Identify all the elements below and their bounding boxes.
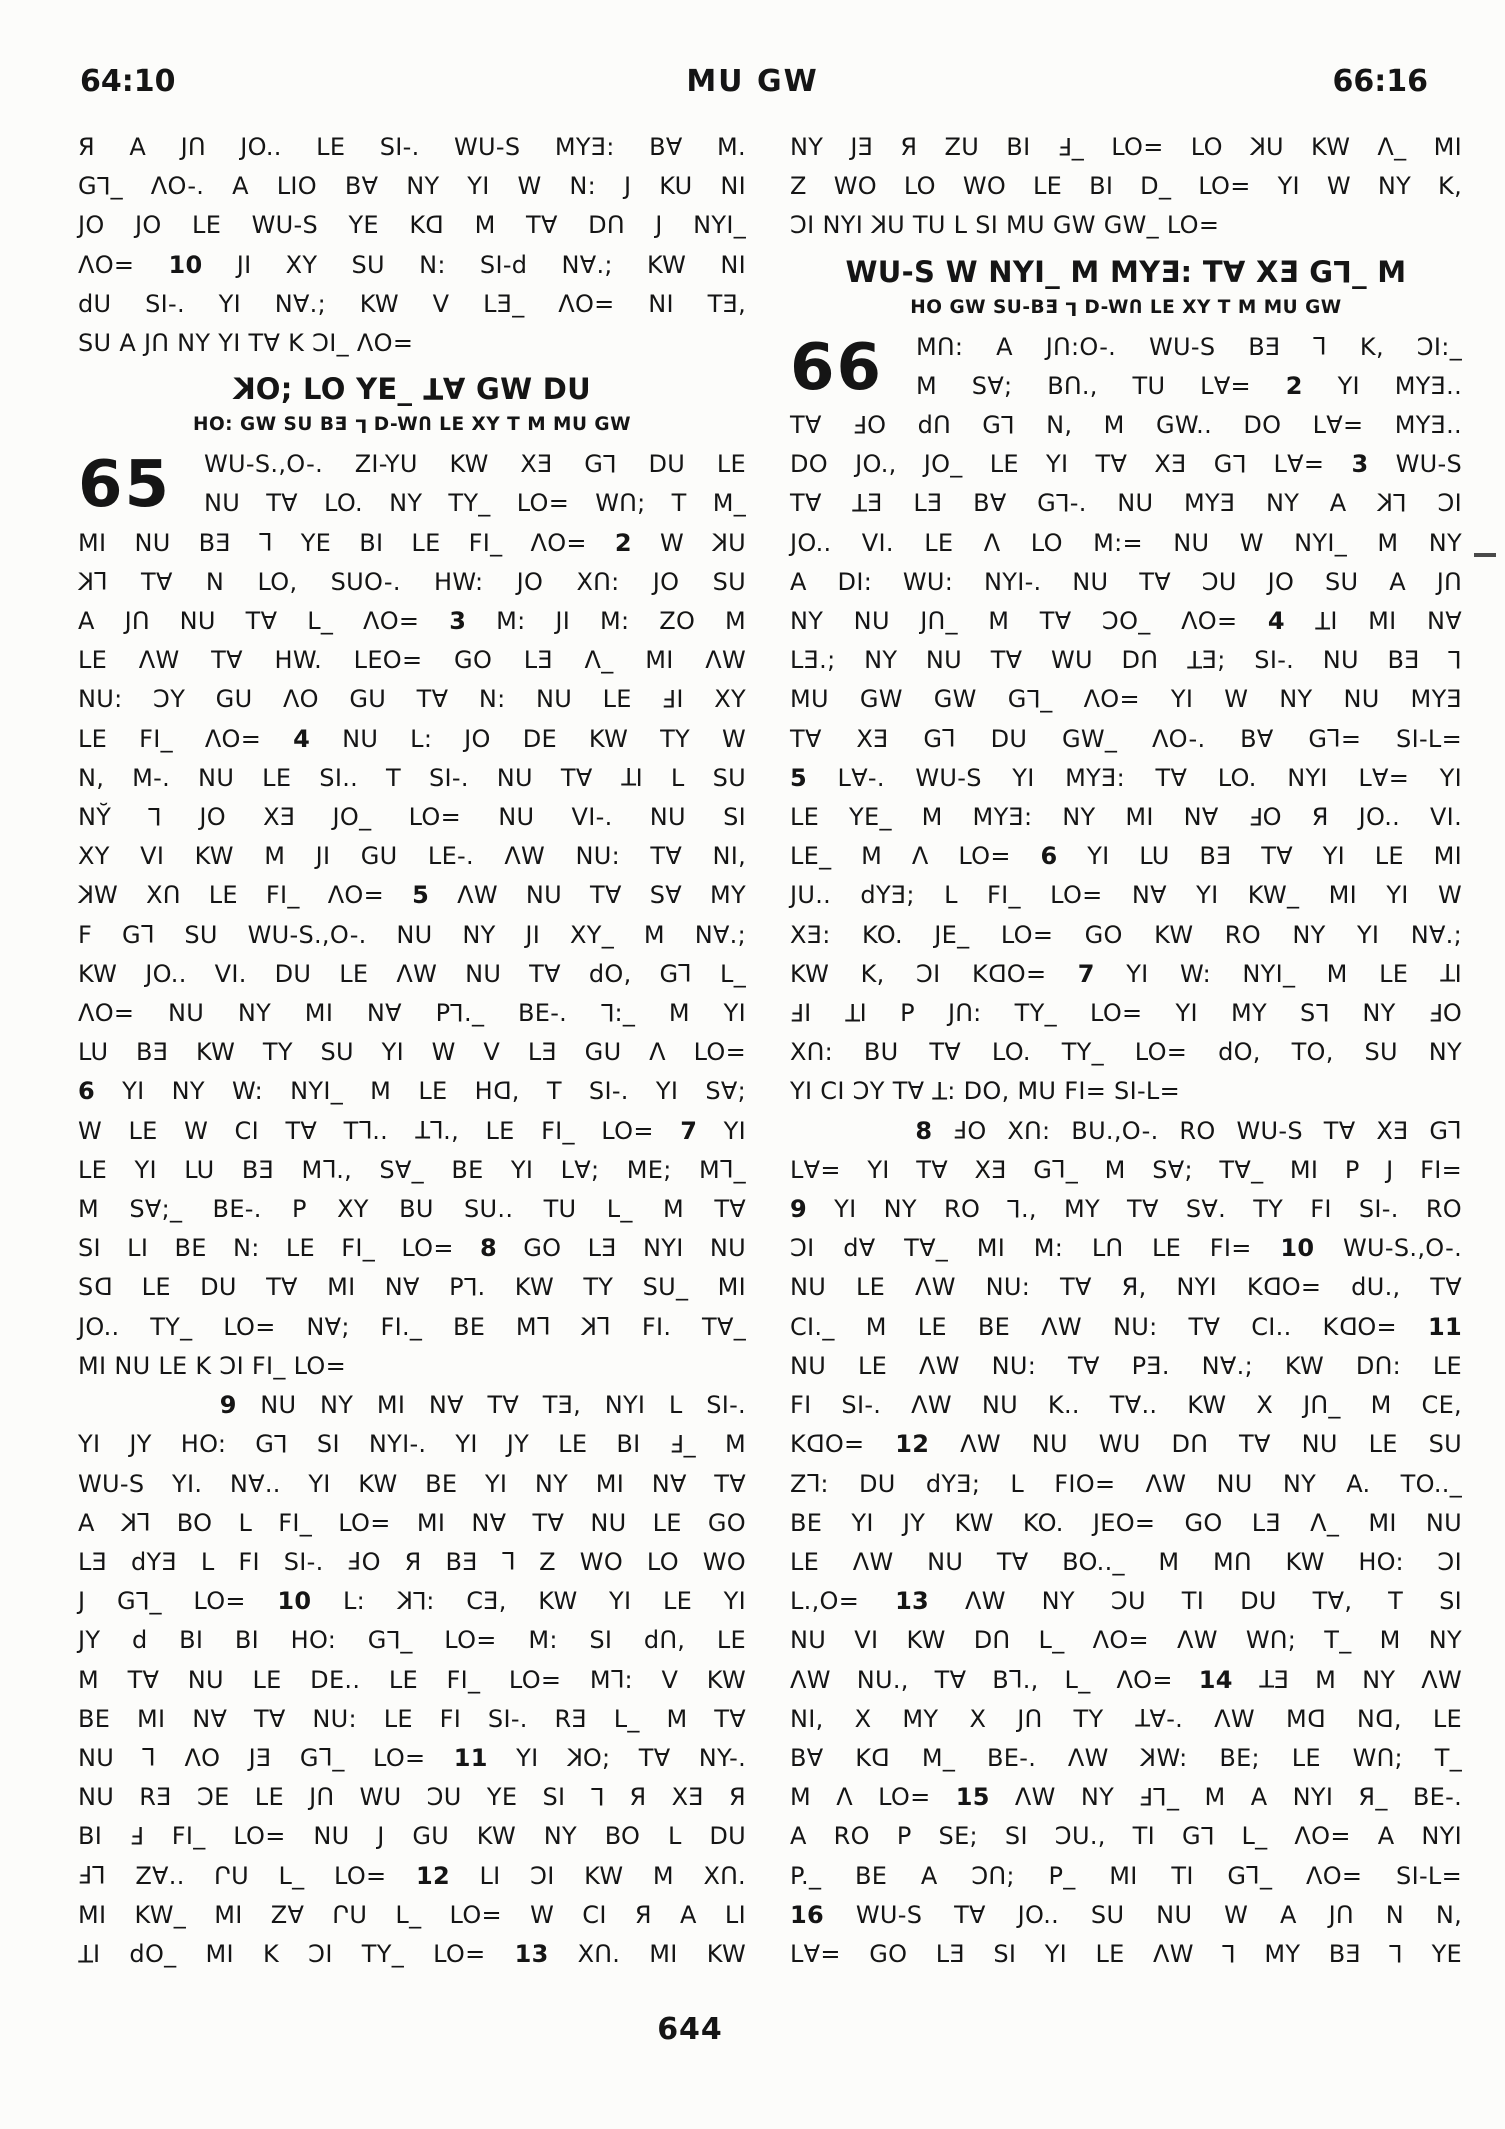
text-line: NU: ƆY GU ΛO GU T∀ N: NU LE FI XY <box>78 684 747 714</box>
text-line: KDO= 12 ΛW NU WU DՈ T∀ NU LE SU <box>790 1430 1462 1459</box>
right-column <box>790 128 1462 1974</box>
text-line: LƎ dYƎ L FI SI-. FO Я BƎ L Z WO LO WO <box>78 1546 746 1576</box>
turned-letter: L <box>142 1742 157 1771</box>
turned-letter: K <box>871 211 888 240</box>
text-line: T∀ TƎ LƎ B∀ GL-. NU MYƎ NY A KL ƆI <box>790 487 1463 518</box>
text-line: XY VI KW M JI GU LE-. ΛW NU: T∀ NI, <box>78 842 746 871</box>
turned-letter: F <box>662 684 677 712</box>
text-line: dU SI-. YI N∀.; KW V LƎ_ ΛO= NI TƎ, <box>78 289 746 318</box>
text-line: MՈ: A JՈ:O-. WU-S BƎ L K, ƆI:_ <box>916 331 1462 361</box>
text-line: NI, X MY X JՈ TY T∀-. ΛW MD ND, LE <box>790 1703 1462 1733</box>
text-line: KL T∀ N LO, SUO-. HW: JO XՈ: JO SU <box>78 566 746 596</box>
text-line: WU-S YI. N∀.. YI KW BE YI NY MI N∀ T∀ <box>78 1469 746 1498</box>
text-line: NY NU JՈ_ M T∀ ƆO_ ΛO= 4 TI MI N∀ <box>790 605 1462 636</box>
text-line: A KL BO L FI_ LO= MI N∀ T∀ NU LE GO <box>78 1507 746 1537</box>
turned-letter: L <box>536 1311 551 1340</box>
text-line: F GL SU WU-S.,O-. NU NY JI XY_ M N∀.; <box>78 919 746 949</box>
turned-letter: L <box>1389 1938 1404 1967</box>
turned-letter: L <box>358 1115 373 1144</box>
text-line: JO.. VI. LE Λ LO M:= NU W NYI_ M NY <box>790 528 1462 557</box>
text-line: JO JO LE WU-S YE KD M T∀ DՈ J NYI_ <box>78 211 746 240</box>
turned-letter: F <box>669 1428 684 1457</box>
text-line: P._ BE A ƆՈ; P_ MI TI GL_ ΛO= SI-L= <box>790 1860 1462 1890</box>
text-line: LE FI_ ΛO= 4 NU L: JO DE KW TY W <box>78 724 746 753</box>
turned-letter: L <box>1313 331 1328 360</box>
text-line: M S∀;_ BE-. P XY BU SU.. TU L_ M T∀ <box>78 1195 746 1224</box>
turned-letter: K <box>396 1587 413 1616</box>
text-line: MI NU LE K ƆI FI_ LO= <box>78 1351 347 1380</box>
turned-letter: L <box>1232 448 1247 477</box>
text-line: MI NU BƎ L YE BI LE FI_ ΛO= 2 W KU <box>78 527 746 557</box>
text-line: B∀ KD M_ BE-. ΛW KW: BE; LE WՈ; T_ <box>790 1743 1462 1772</box>
text-line: WU-S.,O-. ZI-YU KW XƎ GL DU LE <box>204 448 746 479</box>
turned-letter: T <box>844 997 860 1026</box>
turned-letter: L <box>1153 1781 1168 1810</box>
text-line: XՈ: BU T∀ LO. TY_ LO= dO, TO, SU NY <box>790 1038 1462 1067</box>
turned-letter: K <box>78 881 95 910</box>
turned-letter: L <box>597 1311 612 1340</box>
running-header <box>0 64 1505 108</box>
left-column <box>78 128 746 1974</box>
turned-letter: T <box>422 371 443 406</box>
text-line: KW XՈ LE FI_ ΛO= 5 ΛW NU T∀ S∀ MY <box>78 881 746 910</box>
text-line: JO.. TY_ LO= N∀; FI._ BE ML KL FI. T∀_ <box>78 1311 746 1341</box>
turned-letter: L <box>1007 1193 1021 1222</box>
text-line: GL_ ΛO-. A LIO B∀ NY YI W N: J KU NI <box>78 170 746 201</box>
text-line: JU.. dYƎ; L FI_ LO= N∀ YI KW_ MI YI W <box>790 881 1462 910</box>
turned-letter: T <box>414 1115 430 1144</box>
turned-letter: D <box>1338 1312 1358 1341</box>
text-line: 9 YI NY RO L., MY T∀ S∀. TY FI SI-. RO <box>790 1193 1462 1224</box>
text-line: ZL: DU dYƎ; L FIO= ΛW NU NY A. TO.._ <box>790 1468 1462 1498</box>
turned-letter: L <box>1001 409 1015 438</box>
text-line: LE ΛW T∀ HW. LEO= GO LƎ Λ_ MI ΛW <box>78 646 746 675</box>
turned-letter: T <box>620 762 636 791</box>
turned-letter: D <box>1306 1704 1326 1733</box>
turned-letter: L <box>463 1272 478 1301</box>
chapter-65 <box>78 445 746 1974</box>
text-line: NY JƎ Я ZU BI F_ LO= LO KU KW Λ_ MI <box>790 131 1462 161</box>
text-line: NU LE ΛW NU: T∀ Я, NYI KDO= dU., T∀ <box>790 1273 1462 1302</box>
turned-letter: L <box>603 448 617 477</box>
turned-letter: L <box>1009 1664 1023 1693</box>
text-line: A JՈ NU T∀ L_ ΛO= 3 M: JI M: ZO M <box>78 607 746 636</box>
turned-letter: L <box>135 1585 150 1614</box>
text-line: LU BƎ KW TY SU YI W V LƎ GU Λ LO= <box>78 1038 746 1067</box>
turned-letter: L <box>501 1546 516 1575</box>
turned-letter: L <box>450 997 465 1026</box>
turned-letter: L <box>806 1468 821 1497</box>
turned-letter: K <box>581 1312 598 1341</box>
turned-letter: L <box>1246 1860 1260 1889</box>
turned-letter: L <box>386 1624 401 1653</box>
turned-letter: L <box>318 1742 333 1771</box>
turned-letter: L <box>140 919 155 948</box>
text-line: ƆI NYI KU TU L SI MU GW GW_ LO= <box>790 211 1220 240</box>
text-line: SI LI BE N: LE FI_ LO= 8 GO LƎ NYI NU <box>78 1234 747 1263</box>
header-right-reference: 66:16 <box>1332 64 1428 99</box>
text-line: 6 YI NY W: NYI_ M LE HD, T SI-. YI S∀; <box>78 1077 746 1106</box>
text-line: FI TI P JՈ: TY_ LO= YI MY SL NY FO <box>790 997 1463 1028</box>
turned-letter: L <box>1327 723 1341 752</box>
turned-letter: L <box>354 414 367 436</box>
turned-letter: L <box>1333 253 1353 288</box>
turned-letter: L <box>942 723 956 752</box>
text-line: L∀= GO LƎ SI YI LE ΛW L MY BƎ L YE <box>790 1938 1462 1968</box>
chapter-66-text <box>790 328 1462 1975</box>
text-line: NU T∀ LO. NY TY_ LO= WՈ; T M_ <box>204 489 746 518</box>
chapter-66 <box>790 328 1462 1975</box>
turned-letter: F <box>1248 801 1263 830</box>
text-line: T∀ FO dՈ GL N, M GW.. DO L∀= MYƎ.. <box>790 409 1462 440</box>
turned-letter: K <box>233 372 256 407</box>
turned-letter: L <box>322 1154 337 1183</box>
turned-letter: L <box>1056 487 1070 516</box>
text-line: ƆI d∀ T∀_ MI M: LՈ LE FI= 10 WU-S.,O-. <box>790 1234 1462 1263</box>
text-line: W LE W CI T∀ TL.. TL., LE FI_ LO= 7 YI <box>78 1115 746 1145</box>
text-line: LE YI LU BƎ ML., S∀_ BE YI L∀; ME; ML_ <box>78 1154 746 1184</box>
turned-letter: L <box>1315 997 1330 1026</box>
turned-letter: L <box>590 1781 605 1810</box>
turned-letter: T <box>852 487 868 516</box>
text-line: MU GW GW GL_ ΛO= YI W NY NU MYƎ <box>790 684 1462 714</box>
turned-letter: T <box>1186 644 1202 673</box>
header-book-title: MU GW <box>686 64 819 99</box>
section-heading-right: WU-S W NYI_ M MYƎ: T∀ XƎ GL_ M <box>845 253 1407 289</box>
turned-letter: D <box>1375 1704 1394 1733</box>
text-line: BI F FI_ LO= NU J GU KW NY BO L DU <box>78 1820 746 1851</box>
text-line: 5 L∀-. WU-S YI MYƎ: T∀ LO. NYI L∀= YI <box>790 763 1462 792</box>
turned-letter: K <box>78 567 95 596</box>
turned-letter: T <box>932 1076 948 1105</box>
text-line: NU LE ΛW NU: T∀ PƎ. N∀.; KW DՈ: LE <box>790 1351 1462 1380</box>
text-line: SD LE DU T∀ MI N∀ PL. KW TY SU_ MI <box>78 1272 746 1302</box>
turned-letter: F <box>852 409 868 438</box>
turned-letter: T <box>1439 958 1455 987</box>
turned-letter: F <box>78 1860 93 1889</box>
turned-letter: D <box>492 1077 512 1106</box>
turned-letter: L <box>1448 644 1463 673</box>
turned-letter: L <box>1200 1820 1215 1849</box>
turned-letter: L <box>92 1860 106 1889</box>
turned-letter: L <box>258 527 273 556</box>
turned-letter: L <box>720 1154 734 1183</box>
text-line: DO JO., JO_ LE YI T∀ XƎ GL L∀= 3 WU-S <box>790 448 1463 479</box>
text-line: L.,O= 13 ΛW NY ƆU TI DU T∀, T SI <box>790 1587 1462 1616</box>
turned-letter: D <box>1262 1273 1282 1302</box>
turned-letter: L <box>1448 1115 1462 1144</box>
turned-letter: D <box>806 1430 825 1459</box>
turned-letter: L <box>600 997 615 1026</box>
page-number: 644 <box>657 2012 723 2047</box>
text-line: BE YI JY KW KO. JEO= GO LƎ Λ_ MI NU <box>790 1508 1462 1537</box>
turned-letter: K <box>1249 133 1267 161</box>
turned-letter: T <box>78 1938 93 1967</box>
turned-letter: D <box>93 1273 113 1302</box>
text-line: NU RƎ ƆE LE JՈ WU ƆU YE SI L Я XƎ Я <box>78 1781 746 1812</box>
turned-letter: F <box>790 997 805 1026</box>
text-line: 9 NU NY MI N∀ T∀ TƎ, NYI L SI-. <box>219 1391 746 1420</box>
text-line: ΛO= NU NY MI N∀ PL._ BE-. L:_ M YI <box>78 997 746 1028</box>
text-line: MI KW_ MI Z∀ ՐU L_ LO= W CI Я A LI <box>78 1900 746 1929</box>
text-line: FL Z∀.. ՐU L_ LO= 12 LI ƆI KW M XՈ. <box>78 1860 746 1890</box>
turned-letter: K <box>1377 489 1394 518</box>
turned-letter: K <box>566 1743 583 1772</box>
turned-letter: L <box>274 1428 288 1457</box>
margin-mark <box>1474 553 1496 557</box>
text-line: 16 WU-S T∀ JO.. SU NU W A JՈ N N, <box>790 1900 1462 1929</box>
text-line: M Λ LO= 15 ΛW NY FL_ M A NYI Я_ BE-. <box>790 1781 1463 1812</box>
text-line: KW JO.. VI. DU LE ΛW NU T∀ dO, GL L_ <box>78 958 746 988</box>
turned-letter: F <box>1057 131 1072 160</box>
turned-letter: L <box>1222 1938 1236 1967</box>
text-line: NU L ΛO JƎ GL_ LO= 11 YI KO; T∀ NY-. <box>78 1742 747 1772</box>
turned-letter: T <box>1258 1664 1274 1693</box>
turned-letter: L <box>412 1585 427 1614</box>
text-line: L∀= YI T∀ XƎ GL_ M S∀; T∀_ MI P J FI= <box>790 1154 1462 1184</box>
turned-letter: L <box>1026 684 1041 712</box>
turned-letter: K <box>120 1508 137 1537</box>
chapter-number-65: 65 <box>78 448 172 523</box>
text-line: M S∀; BՈ., TU L∀= 2 YI MYƎ.. <box>916 371 1462 400</box>
turned-letter: D <box>871 1743 891 1772</box>
turned-letter: L <box>1393 487 1407 516</box>
turned-letter: F <box>347 1546 362 1575</box>
text-line: T∀ XƎ GL DU GW_ ΛO-. B∀ GL= SI-L= <box>790 723 1463 753</box>
section-heading-left: KO; LO YE_ T∀ GW DU <box>233 371 591 407</box>
text-line: LE YE_ M MYƎ: NY MI N∀ FO Я JO.. VI. <box>790 801 1462 832</box>
text-line: ΛO= 10 JI XY SU N: SI-d N∀.; KW NI <box>78 250 747 279</box>
text-line: TI dO_ MI K ƆI TY_ LO= 13 XՈ. MI KW <box>78 1938 746 1968</box>
turned-letter: T <box>1134 1703 1150 1732</box>
left-intro-paragraph <box>78 128 746 363</box>
text-line: A RO P SE; SI ƆU., TI GL L_ ΛO= A NYI <box>790 1820 1462 1851</box>
turned-letter: F <box>1139 1781 1154 1810</box>
text-line: A DI: WU: NYI-. NU T∀ ƆU JO SU A JՈ <box>790 567 1462 596</box>
text-line: Я A JՈ JO.. LE SI-. WU-S MYƎ: B∀ M. <box>78 133 746 161</box>
turned-letter: F <box>953 1115 968 1144</box>
turned-letter: K <box>712 528 729 557</box>
text-line: CI._ M LE BE ΛW NU: T∀ CI.. KDO= 11 <box>790 1312 1462 1341</box>
text-line: XƎ: KO. JE_ LO= GO KW RO NY YI N∀.; <box>790 920 1462 949</box>
text-line: SU A JՈ NY YI T∀ K ƆI_ ΛO= <box>78 329 414 358</box>
turned-letter: L <box>1065 297 1078 318</box>
right-intro-paragraph <box>790 128 1462 246</box>
turned-letter: L <box>148 801 163 830</box>
section-subheading-right: HO GW SU-BƎ L D-WՈ LE XY T M MU GW <box>910 296 1342 318</box>
text-line: LE ΛW NU T∀ BO.._ M MՈ KW HO: ƆI <box>790 1547 1462 1576</box>
turned-letter: F <box>129 1820 144 1849</box>
text-line: 8 FO XՈ: BU.,O-. RO WU-S T∀ XƎ GL <box>915 1115 1462 1145</box>
section-subheading-left: HO: GW SU BƎ L D-WՈ LE XY T M MU GW <box>192 414 632 436</box>
text-line: J GL_ LO= 10 L: KL: CƎ, KW YI LE YI <box>78 1585 746 1616</box>
turned-letter: L <box>96 170 111 199</box>
text-line: KW K, ƆI KDO= 7 YI W: NYI_ M LE TI <box>790 958 1462 988</box>
turned-letter: D <box>988 959 1007 988</box>
text-line: FI SI-. ΛW NU K.. T∀.. KW X JՈ_ M CE, <box>790 1391 1462 1420</box>
header-left-reference: 64:10 <box>80 64 176 99</box>
text-line: YI CI ƆY T∀ T: DO, MU FI= SI-L= <box>790 1076 1181 1106</box>
turned-letter: L <box>678 958 693 987</box>
turned-letter: L <box>94 566 108 595</box>
chapter-number-66: 66 <box>790 330 884 405</box>
turned-letter: T <box>1315 605 1331 634</box>
text-line: ΛW NU., T∀ BL., L_ ΛO= 14 TƎ M NY ΛW <box>790 1664 1462 1694</box>
text-line: JY d BI BI HO: GL_ LO= M: SI dՈ, LE <box>78 1624 746 1655</box>
text-line: LƎ.; NY NU T∀ WU DՈ TƎ; SI-. NU BƎ L <box>790 644 1463 675</box>
turned-letter: L <box>1052 1154 1066 1183</box>
text-line: Z WO LO WO LE BI D_ LO= YI W NY K, <box>790 172 1462 201</box>
text-line: NY̆ L JO XƎ JO_ LO= NU VI-. NU SI <box>78 801 746 832</box>
text-line: BE MI N∀ T∀ NU: LE FI SI-. RƎ L_ M T∀ <box>78 1704 746 1733</box>
turned-letter: F <box>1428 997 1443 1026</box>
chapter-65-text <box>78 445 746 1974</box>
text-line: YI JY HO: GL SI NYI-. YI JY LE BI F_ M <box>78 1428 746 1459</box>
text-line: M T∀ NU LE DE.. LE FI_ LO= ML: V KW <box>78 1664 746 1694</box>
text-line: N, M-. NU LE SI.. T SI-. NU T∀ TI L SU <box>78 762 746 792</box>
turned-letter: L <box>136 1507 151 1536</box>
text-line: LE_ M Λ LO= 6 YI LU BƎ T∀ YI LE MI <box>790 842 1463 871</box>
turned-letter: L <box>610 1664 625 1693</box>
turned-letter: D <box>425 211 445 240</box>
text-line: NU VI KW DՈ L_ ΛO= ΛW WՈ; T_ M NY <box>790 1626 1462 1655</box>
turned-letter: L <box>429 1115 444 1144</box>
turned-letter: K <box>1140 1743 1157 1772</box>
